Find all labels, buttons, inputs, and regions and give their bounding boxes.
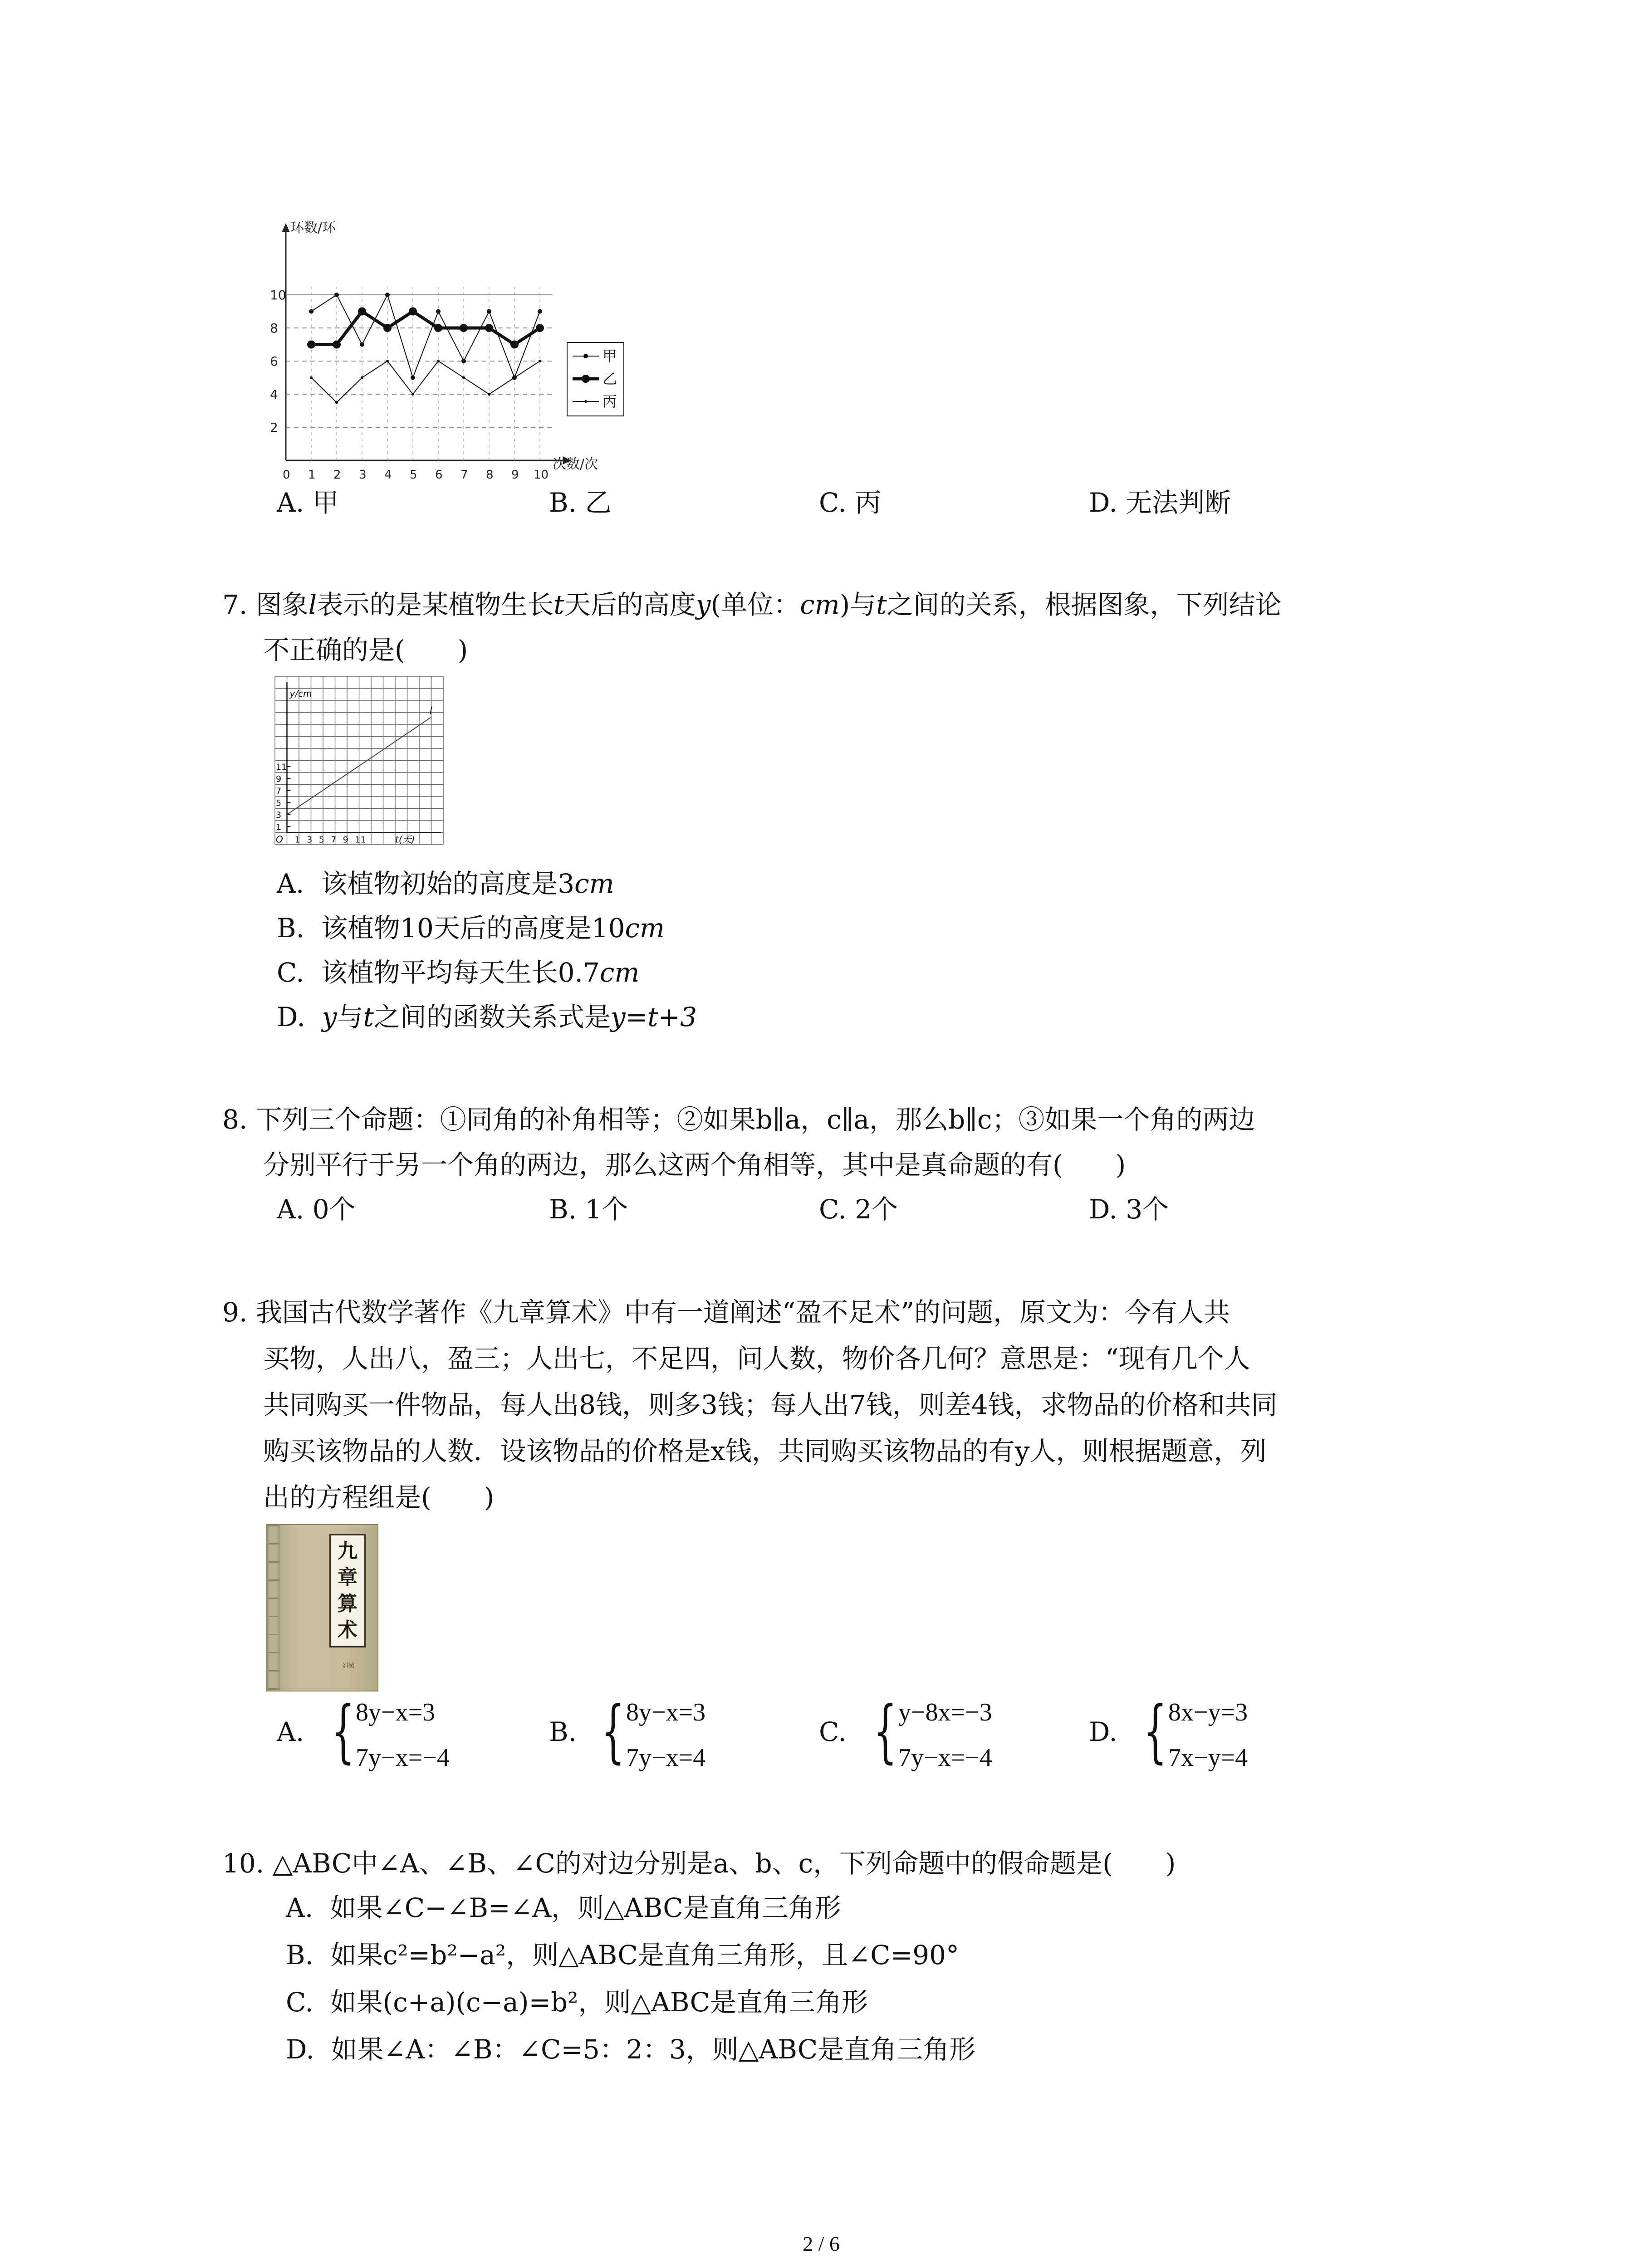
q9-option-c-brace: { xyxy=(873,1692,897,1771)
data-point xyxy=(307,341,315,349)
y-tick-label: 3 xyxy=(276,810,282,820)
series-line-2 xyxy=(311,361,540,402)
y-tick-label: 2 xyxy=(270,420,278,435)
q7-number: 7. xyxy=(222,589,248,620)
data-point xyxy=(488,393,490,396)
q9-option-d-label: D. xyxy=(1089,1716,1117,1747)
q6-option-c: C. 丙 xyxy=(819,487,882,518)
data-point xyxy=(383,324,392,332)
q10-number: 10. xyxy=(222,1848,265,1879)
data-point xyxy=(513,376,516,379)
q10-option-b: B. 如果c²=b²−a²，则△ABC是直角三角形，且∠C=90° xyxy=(286,1940,960,1970)
q10-option-d: D. 如果∠A：∠B：∠C=5：2：3，则△ABC是直角三角形 xyxy=(286,2034,976,2065)
y-tick-label: 4 xyxy=(270,387,278,402)
data-point xyxy=(334,293,339,297)
q9-stem-line4: 购买该物品的人数．设该物品的价格是x钱，共同购买该物品的有y人，则根据题意，列 xyxy=(263,1436,1267,1466)
q9-stem-line5: 出的方程组是( ) xyxy=(263,1482,495,1513)
y-axis-arrow xyxy=(282,223,290,232)
data-point xyxy=(335,401,338,404)
q8-stem-line1: 8. 下列三个命题：①同角的补角相等；②如果b∥a，c∥a，那么b∥c；③如果一个角的两边 xyxy=(222,1104,1255,1135)
q10-option-c: C. 如果(c+a)(c−a)=b²，则△ABC是直角三角形 xyxy=(286,1987,868,2018)
data-point xyxy=(461,359,466,363)
q9-option-c-eq2: 7y−x=−4 xyxy=(898,1744,992,1772)
q9-option-b-brace: { xyxy=(601,1692,625,1771)
x-tick-label: 8 xyxy=(486,468,494,482)
data-point xyxy=(411,376,415,380)
q6-chart xyxy=(254,213,653,485)
y-tick-label: 6 xyxy=(270,354,278,369)
y-tick-label: 8 xyxy=(270,321,278,336)
origin-label: O xyxy=(276,834,283,845)
series-line-0 xyxy=(311,295,540,378)
q7-stem-line2: 不正确的是( ) xyxy=(263,635,468,665)
data-point xyxy=(358,308,366,316)
data-point xyxy=(536,324,544,332)
x-tick-label: 5 xyxy=(318,835,324,845)
data-point xyxy=(437,360,440,362)
q9-option-a-label: A. xyxy=(277,1716,304,1747)
x-tick-label: 2 xyxy=(333,468,341,482)
data-point xyxy=(436,309,441,314)
q6-option-a: A. 甲 xyxy=(277,487,339,518)
y-axis-label: 环数/环 xyxy=(290,220,336,236)
x-axis-label: 次数/次 xyxy=(553,456,598,472)
y-tick-label: 1 xyxy=(276,822,282,832)
q9-option-a-eq2: 7y−x=−4 xyxy=(356,1744,450,1772)
q7-stem-line1: 7. 图象l表示的是某植物生长t天后的高度y(单位：cm)与t之间的关系，根据图象，下列结论 xyxy=(222,589,1282,620)
q8-option-b: B. 1个 xyxy=(549,1194,628,1225)
q9-option-d-eq1: 8x−y=3 xyxy=(1168,1698,1248,1726)
data-point xyxy=(411,393,414,396)
x-tick-label: 7 xyxy=(331,835,337,845)
data-point xyxy=(539,360,541,362)
book-title-label: 九 章 算 术 xyxy=(329,1534,366,1647)
x-tick-label: 9 xyxy=(511,468,519,482)
x-tick-label: 5 xyxy=(410,468,417,482)
data-point xyxy=(434,324,442,332)
legend-label: 乙 xyxy=(603,370,617,387)
data-point xyxy=(485,324,493,332)
data-point xyxy=(310,376,313,379)
x-tick-label: 4 xyxy=(384,468,392,482)
x-tick-label: 7 xyxy=(460,468,468,482)
legend-label: 甲 xyxy=(603,347,617,365)
q7-option-d: D. y与t之间的函数关系式是y=t+3 xyxy=(277,1002,697,1032)
q7-option-b: B. 该植物10天后的高度是10cm xyxy=(277,913,665,943)
y-tick-label: 10 xyxy=(270,288,286,303)
legend-marker xyxy=(582,375,590,383)
q9-option-c-eq1: y−8x=−3 xyxy=(898,1698,992,1726)
y-axis-label: y/cm xyxy=(289,688,312,699)
x-tick-label: 10 xyxy=(534,468,549,482)
q8-option-a: A. 0个 xyxy=(277,1194,356,1225)
q7-option-a: A. 该植物初始的高度是3cm xyxy=(277,868,614,899)
q9-number: 9. xyxy=(222,1297,248,1328)
q9-option-d-brace: { xyxy=(1143,1692,1167,1771)
q10-option-a: A. 如果∠C−∠B=∠A，则△ABC是直角三角形 xyxy=(286,1892,841,1923)
q6-option-b: B. 乙 xyxy=(549,487,612,518)
x-tick-label: 1 xyxy=(294,835,300,845)
page-number: 2 / 6 xyxy=(803,2232,840,2255)
q8-option-d: D. 3个 xyxy=(1089,1194,1169,1225)
x-tick-label: 3 xyxy=(307,835,313,845)
data-point xyxy=(360,342,364,347)
legend-marker xyxy=(584,400,587,403)
data-point xyxy=(385,293,390,297)
data-point xyxy=(538,309,542,314)
q9-option-a-eq1: 8y−x=3 xyxy=(356,1698,436,1726)
q7-option-c: C. 该植物平均每天生长0.7cm xyxy=(277,957,640,988)
q10-stem-line1: 10. △ABC中∠A、∠B、∠C的对边分别是a、b、c，下列命题中的假命题是( ) xyxy=(222,1848,1176,1879)
data-point xyxy=(309,309,314,314)
q8-number: 8. xyxy=(222,1104,248,1135)
x-tick-label: 11 xyxy=(355,835,366,845)
q8-option-c: C. 2个 xyxy=(819,1194,898,1225)
data-point xyxy=(386,360,389,362)
q9-stem-line3: 共同购买一件物品，每人出8钱，则多3钱；每人出7钱，则差4钱，求物品的价格和共同 xyxy=(263,1389,1278,1420)
x-tick-label: 1 xyxy=(308,468,316,482)
line-l-label: l xyxy=(429,706,432,718)
x-tick-label: 9 xyxy=(343,835,348,845)
data-point xyxy=(462,376,465,379)
q9-stem-line2: 买物，人出八，盈三；人出七，不足四，问人数，物价各几何？意思是：“现有几个人 xyxy=(263,1343,1250,1374)
data-point xyxy=(510,341,519,349)
q9-stem-line1: 9. 我国古代数学著作《九章算术》中有一道阐述“盈不足术”的问题，原文为：今有人共 xyxy=(222,1297,1230,1328)
data-point xyxy=(361,376,363,379)
book-cover-image xyxy=(266,1524,378,1691)
q9-option-b-eq2: 7y−x=4 xyxy=(626,1744,706,1772)
legend-marker xyxy=(583,354,588,358)
q9-option-c-label: C. xyxy=(819,1716,847,1747)
y-tick-label: 11 xyxy=(276,762,287,772)
y-tick-label: 9 xyxy=(276,774,282,784)
book-author-label: 刘徽 xyxy=(342,1662,354,1670)
y-tick-label: 7 xyxy=(276,786,282,796)
q9-option-a-brace: { xyxy=(331,1692,355,1771)
legend-label: 丙 xyxy=(603,393,617,410)
data-point xyxy=(333,341,341,349)
q8-stem-line2: 分别平行于另一个角的两边，那么这两个角相等，其中是真命题的有( ) xyxy=(263,1149,1126,1180)
data-point xyxy=(409,308,417,316)
x-tick-label: 6 xyxy=(435,468,443,482)
data-point xyxy=(487,309,491,314)
data-point xyxy=(460,324,468,332)
q7-graph xyxy=(268,671,458,862)
x-axis-label: t(天) xyxy=(395,834,415,845)
q9-option-d-eq2: 7x−y=4 xyxy=(1168,1744,1248,1772)
x-tick-label: 3 xyxy=(359,468,367,482)
q6-option-d: D. 无法判断 xyxy=(1089,487,1231,518)
x-tick-label: 0 xyxy=(283,468,290,482)
q9-option-b-eq1: 8y−x=3 xyxy=(626,1698,706,1726)
q9-option-b-label: B. xyxy=(549,1716,577,1747)
y-tick-label: 5 xyxy=(276,798,282,808)
